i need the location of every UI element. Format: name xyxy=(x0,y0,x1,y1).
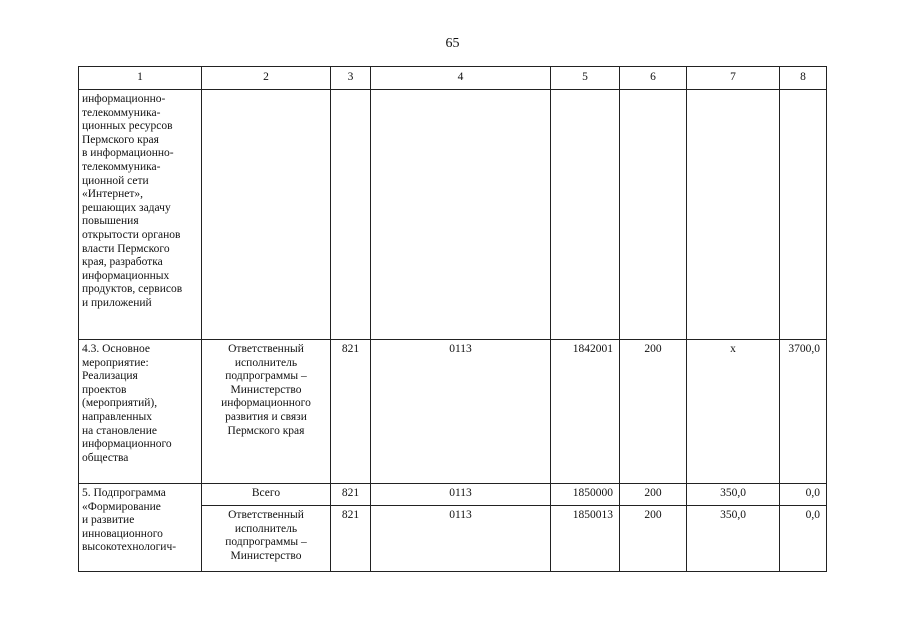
header-cell: 4 xyxy=(371,67,551,90)
table-row xyxy=(79,90,827,340)
code-cell: 821 xyxy=(331,340,371,484)
code-cell: 821 xyxy=(331,506,371,572)
article-cell: 1850013 xyxy=(551,506,620,572)
article-cell: 1842001 xyxy=(551,340,620,484)
amount-cell: 0,0 xyxy=(780,484,827,506)
type-cell: 200 xyxy=(620,506,687,572)
section-cell: 0113 xyxy=(371,340,551,484)
executor-cell xyxy=(202,90,331,340)
header-cell: 5 xyxy=(551,67,620,90)
executor-cell: Всего xyxy=(202,484,331,506)
amount-cell xyxy=(780,90,827,340)
budget-table xyxy=(78,66,827,572)
section-cell: 0113 xyxy=(371,484,551,506)
table-row xyxy=(79,340,827,484)
header-cell: 8 xyxy=(780,67,827,90)
header-cell: 6 xyxy=(620,67,687,90)
item-name-cell: информационно- телекоммуника- ционных ресурсов Пермского края в информационно- телекоммуника- ционной сети «Интернет», решающих задачу повышения открытости органов власти Пермского края, разработка информационных продуктов, сервисов и приложений xyxy=(79,90,202,340)
header-cell: 7 xyxy=(687,67,780,90)
executor-cell: Ответственный исполнитель подпрограммы – Министерство xyxy=(202,506,331,572)
section-cell: 0113 xyxy=(371,506,551,572)
page-number: 65 xyxy=(445,36,460,51)
amount-cell: 3700,0 xyxy=(780,340,827,484)
code-cell xyxy=(331,90,371,340)
header-cell: 1 xyxy=(79,67,202,90)
header-cell: 3 xyxy=(331,67,371,90)
amount-cell: 0,0 xyxy=(780,506,827,572)
amount-cell: 350,0 xyxy=(687,506,780,572)
item-name-cell: 5. Подпрограмма «Формирование и развитие инновационного высокотехнологич- xyxy=(79,484,202,572)
article-cell xyxy=(551,90,620,340)
type-cell: 200 xyxy=(620,340,687,484)
item-name-cell: 4.3. Основное мероприятие: Реализация проектов (мероприятий), направленных на становление информационного общества xyxy=(79,340,202,484)
type-cell: 200 xyxy=(620,484,687,506)
code-cell: 821 xyxy=(331,484,371,506)
table-header-row xyxy=(79,67,827,90)
amount-cell: 350,0 xyxy=(687,484,780,506)
amount-cell: х xyxy=(687,340,780,484)
executor-cell: Ответственный исполнитель подпрограммы – Министерство информационного развития и связи Пермского края xyxy=(202,340,331,484)
section-cell xyxy=(371,90,551,340)
amount-cell xyxy=(687,90,780,340)
table-row xyxy=(79,484,827,506)
type-cell xyxy=(620,90,687,340)
article-cell: 1850000 xyxy=(551,484,620,506)
header-cell: 2 xyxy=(202,67,331,90)
